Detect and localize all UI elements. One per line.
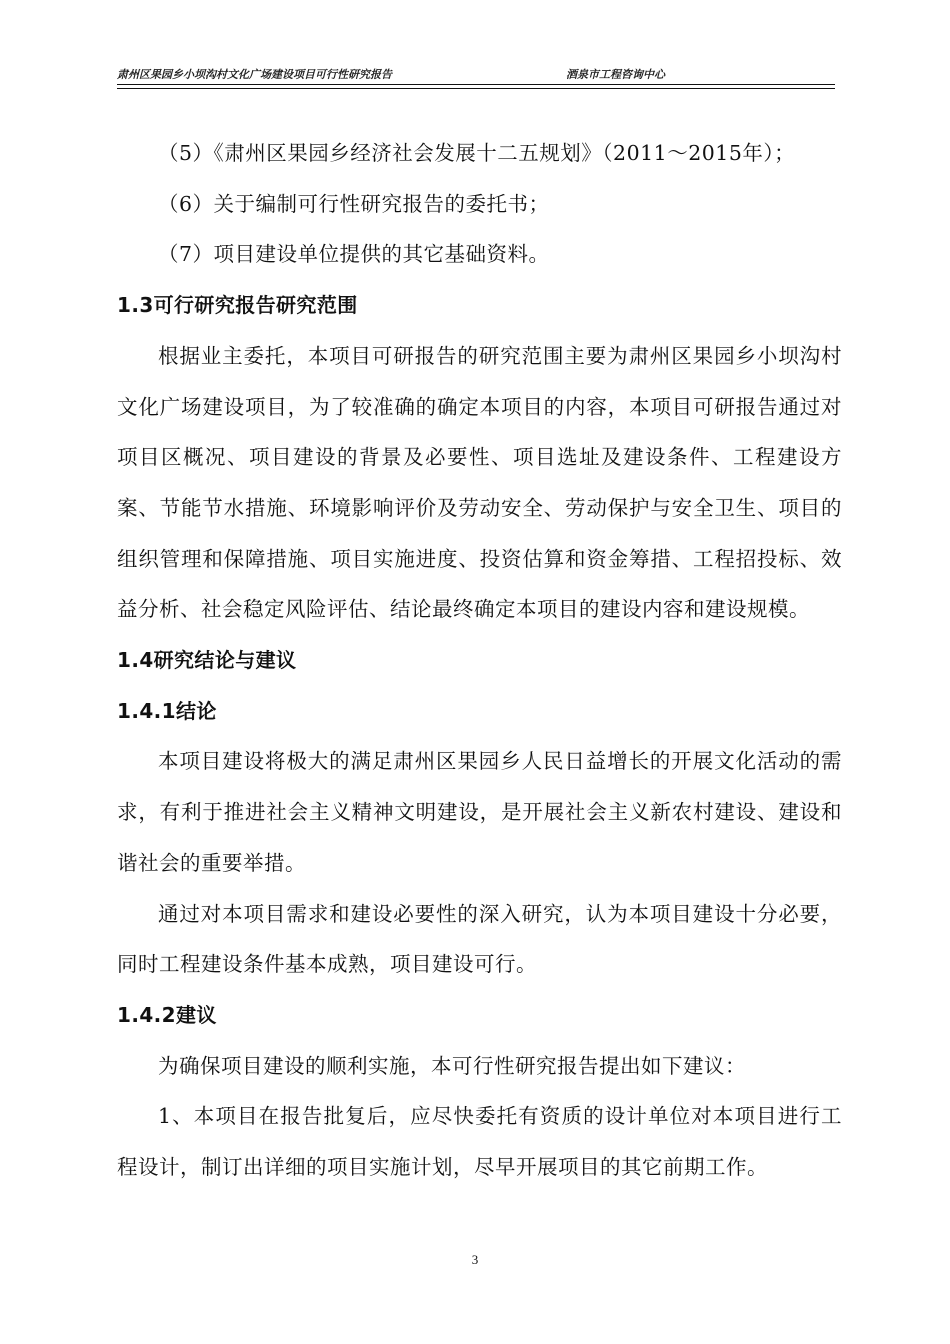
suggestion-intro: 为确保项目建设的顺利实施，本可行性研究报告提出如下建议： xyxy=(158,1053,746,1078)
section-heading-1-3: 1.3可行研究报告研究范围 xyxy=(117,293,358,318)
page-body xyxy=(117,128,842,1193)
reference-item-6: （6）关于编制可行性研究报告的委托书； xyxy=(158,191,550,216)
reference-item-5: （5）《肃州区果园乡经济社会发展十二五规划》（2011～2015年）； xyxy=(158,141,796,165)
section-heading-1-4-1: 1.4.1结论 xyxy=(117,698,217,723)
header-report-title: 肃州区果园乡小坝沟村文化广场建设项目可行性研究报告 xyxy=(117,68,392,81)
conclusion-paragraph-2: 通过对本项目需求和建设必要性的深入研究，认为本项目建设十分必要，同时工程建设条件基本成熟，项目建设可行。 xyxy=(117,901,842,977)
header-rule-thick xyxy=(117,84,835,85)
page-header xyxy=(117,62,835,84)
suggestion-item-1: 1、本项目在报告批复后，应尽快委托有资质的设计单位对本项目进行工程设计，制订出详细的项目实施计划，尽早开展项目的其它前期工作。 xyxy=(117,1104,842,1180)
header-organization: 酒泉市工程咨询中心 xyxy=(566,68,665,81)
conclusion-paragraph-1: 本项目建设将极大的满足肃州区果园乡人民日益增长的开展文化活动的需求，有利于推进社会主义精神文明建设，是开展社会主义新农村建设、建设和谐社会的重要举措。 xyxy=(117,749,842,875)
header-rule-thin xyxy=(117,88,835,89)
section-heading-1-4: 1.4研究结论与建议 xyxy=(117,648,297,673)
section-heading-1-4-2: 1.4.2建议 xyxy=(117,1002,217,1027)
scope-paragraph: 根据业主委托，本项目可研报告的研究范围主要为肃州区果园乡小坝沟村文化广场建设项目，为了较准确的确定本项目的内容，本项目可研报告通过对项目区概况、项目建设的背景及必要性、项目选址及建设条件、工程建设方案、节能节水措施、环境影响评价及劳动安全、劳动保护与安全卫生、项目的组织管理和保障措施、项目实施进度、投资估算和资金筹措、工程招投标、效益分析、社会稳定风险评估、结论最终确定本项目的建设内容和建设规模。 xyxy=(117,343,842,622)
page-number: 3 xyxy=(471,1252,479,1267)
reference-item-7: （7）项目建设单位提供的其它基础资料。 xyxy=(158,242,550,267)
